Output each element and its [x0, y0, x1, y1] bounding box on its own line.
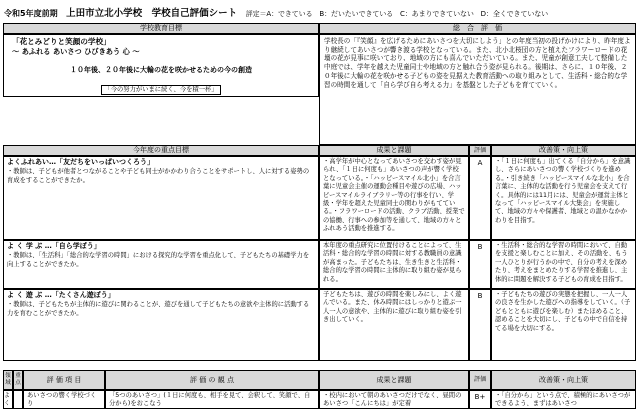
item-cell: あいさつの響く学校づくり	[23, 390, 105, 409]
improve-cell: ・「１日に何度も」出てくる「自分から」を意識し、さらにあいさつの響く学校づくりを進める。・引き続き「ハッピースマイルな北小」を合言葉に、主体的な活動を行う児童会を支えて行く。具体的には11月には、児童会が運営主体となって「ハッピースマイル大集会」を実施して、地域の方々や保護者、地域との温かなかかわりを目指す。	[491, 156, 636, 240]
result-cell: ・高学年が中心となってあいさつを交わす姿が見られ、「１日に何度も」あいさつの声が響く学校となっている。・「ハッピースマイル北小」を合言葉に児童会主催の運動会種目や遊びの広場、ハッピースマイルライブラリー等の行事を行い、学級・学年を超えた児童同士の関わりがもてている。・フラワーロードの活動、クラブ活動、授業での協働、行事への参加等を通して、地域の方々とふれあう活動を推進する。	[319, 156, 469, 240]
goals-sub-note: 「今の努力がいまに続く、今を積一杯」	[101, 85, 220, 95]
improve-cell: ・「自分から」という点で、積極的にあいさつができるよう、まずはあいさつ	[491, 390, 636, 409]
grade-cell: B	[469, 240, 491, 289]
col-header-focus: 重点	[13, 370, 23, 390]
result-cell: ・校内において朝のあいさつだけでなく、昼間のあいさつ「こんにちは」が定着	[319, 390, 469, 409]
school-motto-subtitle: ～ あふれる あいさつ ひびきあう 心 ～	[12, 46, 140, 56]
grading-scale: 評定＝A：できている B：だいたいできている C：あまりできていない D：全くできていない	[245, 10, 549, 18]
grade-cell: A	[469, 156, 491, 240]
improve-cell: ・子どもたちの遊びの実態を把握し、一人一人の良さを生かした遊びへの指導をしていく。（子どもとともに遊びを楽しむ）またほめること、認めることを大切にし、子どもの中で自信を持てる場を大切にする。	[491, 289, 636, 361]
col-header-goal: 今年度の重点目標	[3, 145, 319, 156]
overall-heading: 総 合 評 価	[319, 23, 636, 34]
col-header-eval: 評価	[469, 370, 491, 390]
goal-title: よくふれあい…「友だちをいっぱいつくろう」	[7, 158, 154, 166]
goal-description: ・教師は、子どもが他者とつながることや子ども同士がかかわり合うことをサポートし、人に対する姿勢の育成をすることができたか。	[7, 168, 310, 184]
focus-cell	[13, 390, 23, 409]
goal-title: よ く 学 ぶ …「自ら学ぼう」	[7, 242, 101, 250]
sheet-title: 上田市立北小学校 学校自己評価シート	[66, 8, 238, 19]
col-header-area: 領域	[3, 370, 13, 390]
goal-cell	[3, 240, 319, 289]
sheet-header	[4, 5, 548, 19]
result-cell: 子どもたちは、遊びの時間を楽しみにし、よく遊んでいる。また、休み時間にはしっかりと遊ぶ一人一人の意欲や、主体的に遊びに取り組む姿を引き出していく。	[319, 289, 469, 361]
view-cell: 「5つのあいさつ」(１日に何度も、相手を見て、会釈して、笑顔で、自分から)をおこなう	[105, 390, 319, 409]
col-header-improve: 改善策・向上策	[491, 145, 636, 156]
goal-description: ・教師は、子どもたちが主体的に遊びに関わることが、遊びを通して子どもたちの意欲や主体的に活動する力を育むことができたか。	[7, 301, 310, 317]
goal-cell	[3, 289, 319, 361]
grade-cell: B+	[469, 390, 491, 409]
goal-cell	[3, 156, 319, 240]
overall-evaluation-text: 学校長の「『笑顔』を広げるためにあいさつを大切にしよう」との年度当初の投げかけにより、昨年度より継続してあいさつが響き渡る学校となっている。また、北小北桜団の方と植えたフラワーロードの花壇の花が見事に咲いており、地域の方にも喜んでいただいている。また、児童が創意工夫して整備した中庭では、学年を越えた児童同士や地域の方と触れ合う姿が見られる。後期は、さらに、１０年後、２０年後に大輪の花を咲かせる子どもの姿を見据えた教育活動への取り組みとして、生活科・総合的な学習の時間を通して「自ら学び自ら考える力」を基盤とした子どもを育てていく。	[319, 34, 636, 145]
school-goals-box	[3, 34, 319, 97]
col-header-item: 評 価 項 目	[23, 370, 105, 390]
goals-sub-heading: １０年後、２０年後に大輪の花を咲かせるための今の創造	[70, 65, 252, 74]
col-header-view: 評 価 の 観 点	[105, 370, 319, 390]
col-header-result: 成果と課題	[319, 145, 469, 156]
col-header-improve: 改善策・向上策	[491, 370, 636, 390]
col-header-eval: 評価	[469, 145, 491, 156]
goal-title: よ く 遊 ぶ …「たくさん遊ぼう」	[7, 291, 115, 299]
goal-description: ・教師は、「生活科」「総合的な学習の時間」における探究的な学習を重点化して、子どもたちの基礎学力を向上することができたか。	[7, 252, 310, 268]
school-motto: 「花とみどりと笑顔の学校」	[12, 37, 111, 46]
fiscal-period: 令和5年度前期	[4, 9, 58, 18]
col-header-result: 成果と課題	[319, 370, 469, 390]
result-cell: 本年度の重点研究に位置付けることによって、生活科・総合的な学習の時間に対する教職員の意識が高まった。子どもたちは、生き生きと生活科・総合的な学習の時間に主体的に取り組む姿が見られる。	[319, 240, 469, 289]
grade-cell: B	[469, 289, 491, 361]
school-goals-heading: 学校教育目標	[3, 23, 319, 34]
improve-cell: ・生活科・総合的な学習の時間において、自動を支援と楽しむことに加え、その活動を、もう一人ひとりが行うかの中で、自分の考えを深めたり、考えをまとめたりする学習を推進し、主体的に問題を解決する子どもの育成を目指す。	[491, 240, 636, 289]
area-cell: よく	[3, 390, 13, 409]
